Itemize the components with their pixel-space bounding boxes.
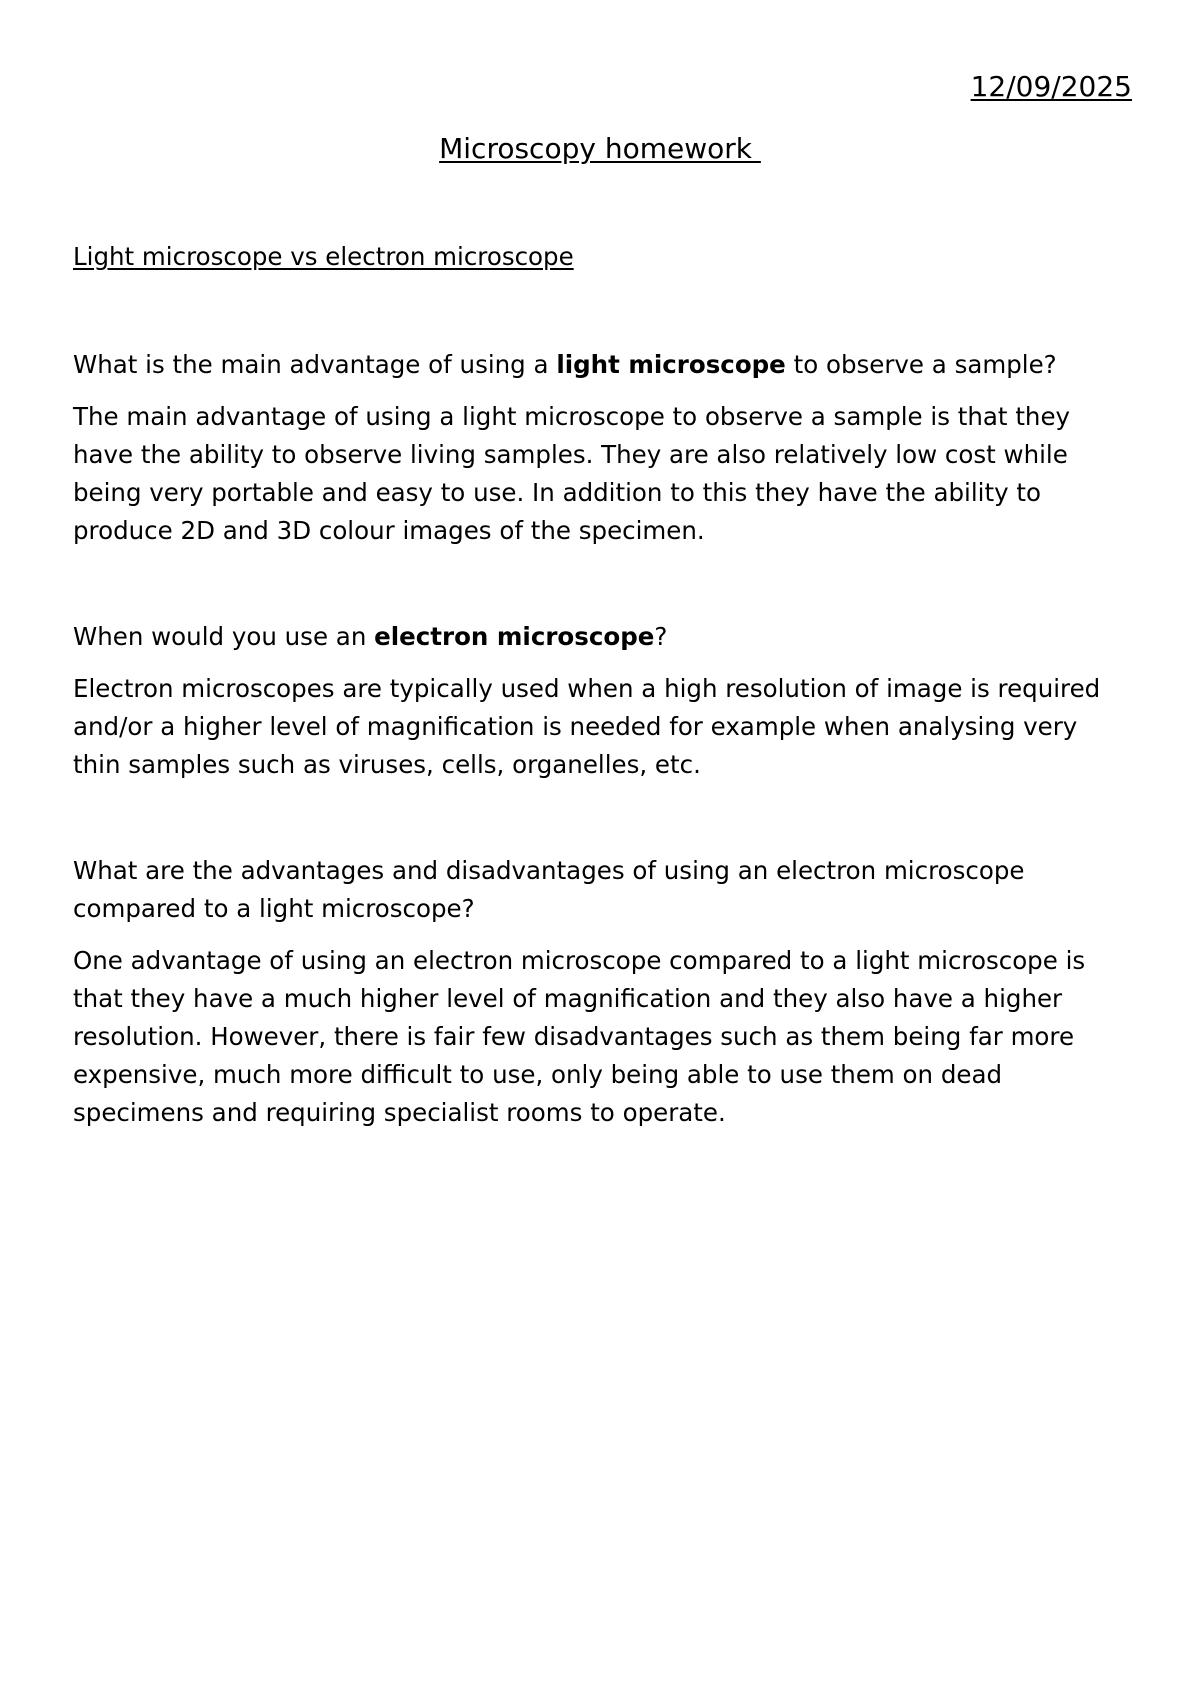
section-subheading: Light microscope vs electron microscope <box>73 242 574 271</box>
question-2-text-end: ? <box>654 622 668 651</box>
question-2-text-start: When would you use an <box>73 622 375 651</box>
question-1-text-start: What is the main advantage of using a <box>73 350 557 379</box>
answer-1: The main advantage of using a light microscope to observe a sample is that they have the ability to observe living samples. They are also relatively low cost while being very portable and easy to use. In addition to this they have the ability to produce 2D and 3D colour images of the specimen. <box>73 402 1071 545</box>
question-1 <box>73 346 1115 384</box>
document-title-text: Microscopy homework <box>439 132 761 165</box>
answer-2: Electron microscopes are typically used when a high resolution of image is required and/or a higher level of magnification is needed for example when analysing very thin samples such as viruses, cells, organelles, etc. <box>73 674 1101 779</box>
answer-3: One advantage of using an electron microscope compared to a light microscope is that they have a much higher level of magnification and they also have a higher resolution. However, there is fair few disadvantages such as them being far more expensive, much more difficult to use, only being able to use them on dead specimens and requiring specialist rooms to operate. <box>73 946 1086 1127</box>
question-2 <box>73 618 1115 656</box>
document-title <box>0 132 1200 166</box>
document-date: 12/09/2025 <box>970 70 1132 103</box>
question-1-bold-term: light microscope <box>556 350 786 379</box>
document-body <box>73 238 1115 1132</box>
question-1-text-end: to observe a sample? <box>785 350 1057 379</box>
question-2-bold-term: electron microscope <box>374 622 655 651</box>
question-3: What are the advantages and disadvantages of using an electron microscope compared to a light microscope? <box>73 856 1025 923</box>
